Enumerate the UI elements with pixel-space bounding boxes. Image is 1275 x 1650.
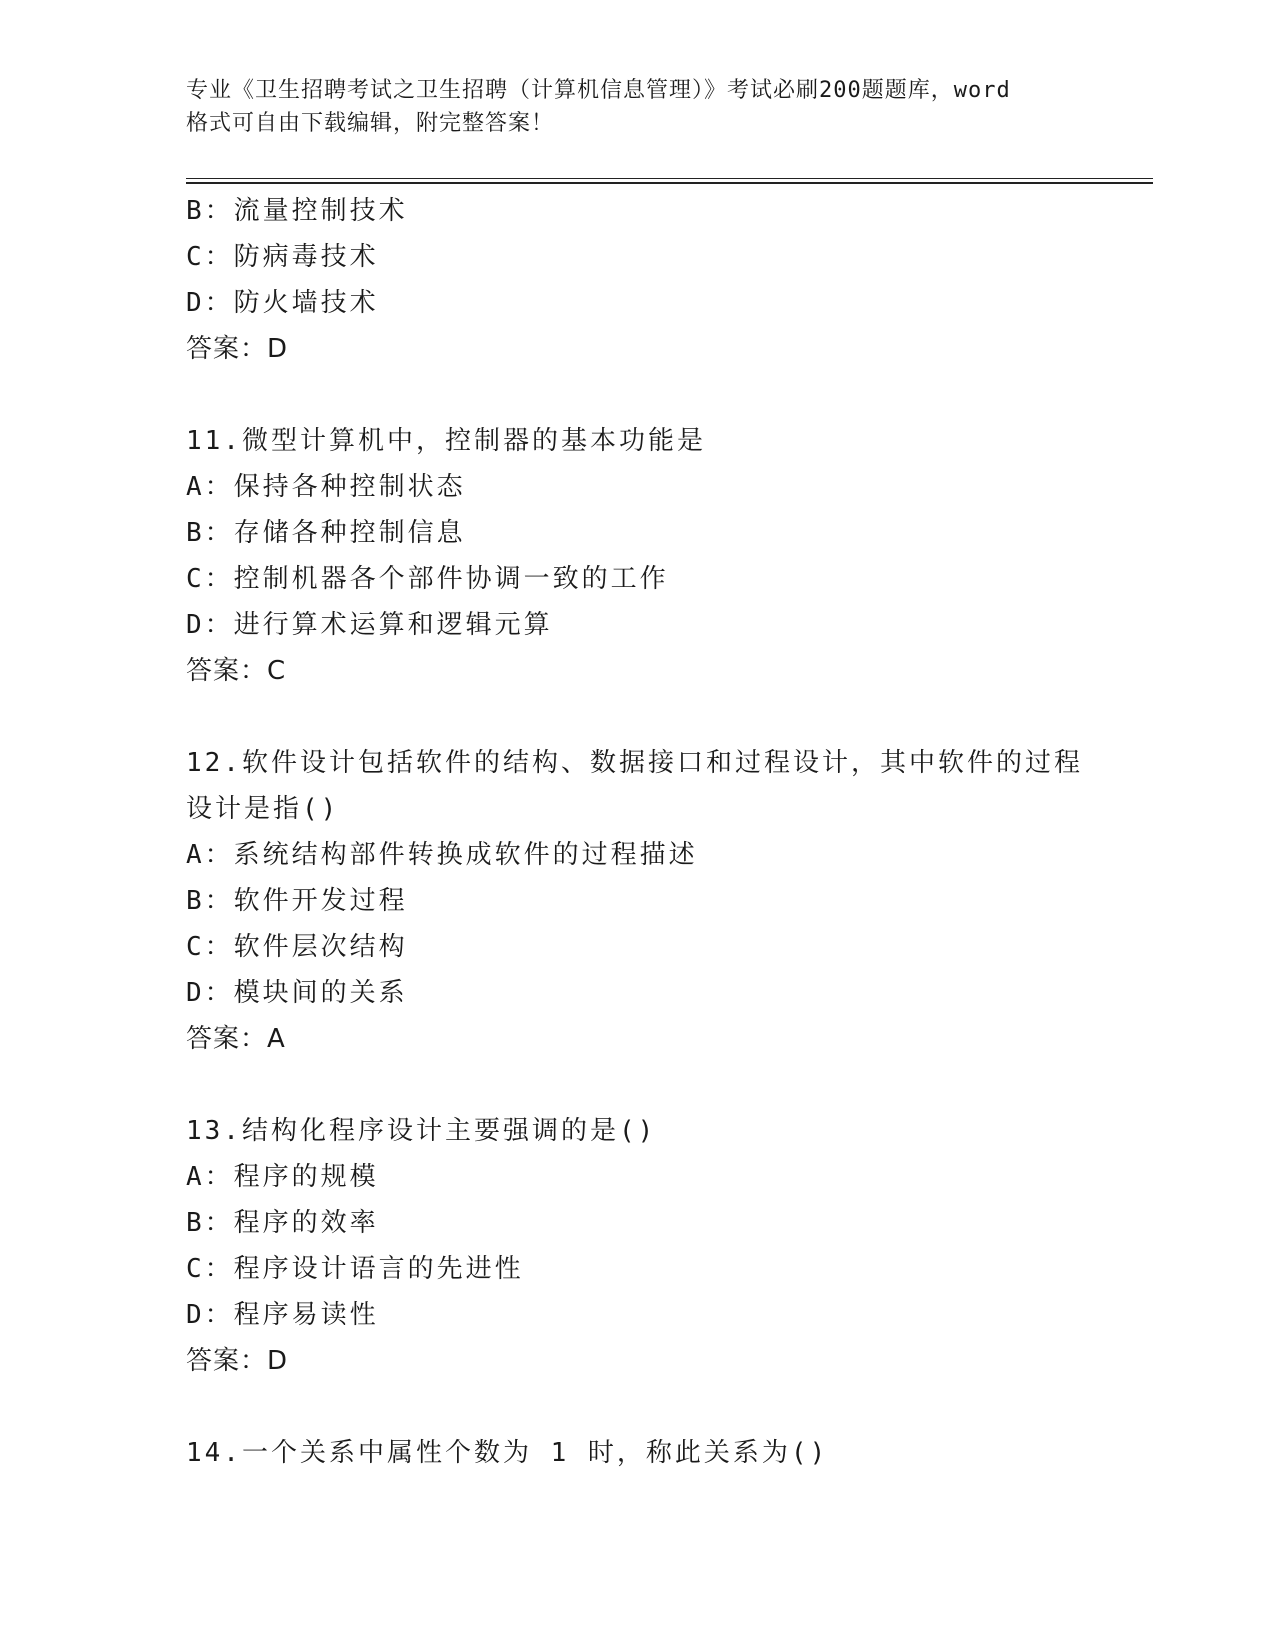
option-c: C：控制机器各个部件协调一致的工作 [186, 564, 669, 594]
answer: 答案：A [186, 1024, 286, 1054]
question-list [186, 188, 1126, 1476]
question-stem-line-1: 12.软件设计包括软件的结构、数据接口和过程设计，其中软件的过程 [186, 748, 1083, 778]
option-a: A：保持各种控制状态 [186, 472, 466, 502]
question-stem-line-2: 设计是指() [186, 794, 340, 824]
option-a: A：程序的规模 [186, 1162, 379, 1192]
answer: 答案：D [186, 334, 289, 364]
answer: 答案：D [186, 1346, 289, 1376]
answer: 答案：C [186, 656, 287, 686]
header-divider-thin [186, 178, 1153, 179]
document-header [186, 74, 1086, 140]
option-d: D：模块间的关系 [186, 978, 408, 1008]
option-a: A：系统结构部件转换成软件的过程描述 [186, 840, 698, 870]
header-title-line-2: 格式可自由下载编辑，附完整答案！ [186, 111, 555, 136]
question-12 [186, 740, 1126, 1062]
option-d: D：防火墙技术 [186, 288, 379, 318]
option-d: D：进行算术运算和逻辑元算 [186, 610, 553, 640]
question-stem: 11.微型计算机中，控制器的基本功能是 [186, 426, 706, 456]
question-11 [186, 418, 1126, 694]
option-b: B：软件开发过程 [186, 886, 408, 916]
option-c: C：程序设计语言的先进性 [186, 1254, 524, 1284]
option-c: C：防病毒技术 [186, 242, 379, 272]
question-10-remainder [186, 188, 1126, 372]
question-14 [186, 1430, 1126, 1476]
header-title-line-1: 专业《卫生招聘考试之卫生招聘（计算机信息管理）》考试必刷200题题库，word [186, 78, 1011, 103]
option-b: B：程序的效率 [186, 1208, 379, 1238]
question-13 [186, 1108, 1126, 1384]
question-stem: 13.结构化程序设计主要强调的是() [186, 1116, 657, 1146]
header-divider-thick [186, 182, 1153, 184]
option-d: D：程序易读性 [186, 1300, 379, 1330]
option-c: C：软件层次结构 [186, 932, 408, 962]
option-b: B：存储各种控制信息 [186, 518, 466, 548]
option-b: B：流量控制技术 [186, 196, 408, 226]
question-stem: 14.一个关系中属性个数为 1 时，称此关系为() [186, 1438, 829, 1468]
